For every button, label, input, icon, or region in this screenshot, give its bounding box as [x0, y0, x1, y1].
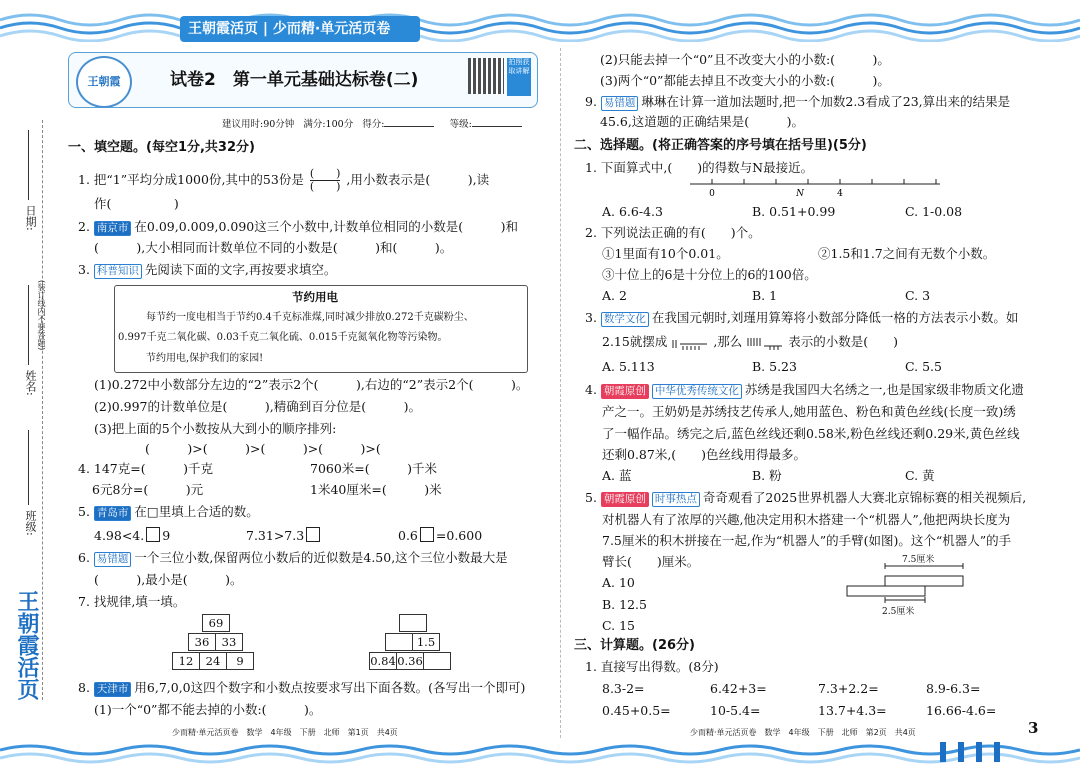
binding-note: (装订线内不要答题): [37, 280, 46, 351]
c3-line2: [602, 334, 898, 350]
pyramid2-mid: [385, 633, 440, 651]
pyramid2-top: [399, 614, 427, 632]
c3-line1: 3. 数学文化 在我国元朝时,刘瑾用算筹将小数部分降低一格的方法表示小数。如: [585, 310, 1019, 325]
q9-line1: 9. 易错题 琳琳在计算一道加法题时,把一个加数2.3看成了23,算出来的结果是: [585, 94, 1011, 109]
q3-tag: 科普知识: [94, 264, 142, 279]
qr-label: 拍照获取讲解: [507, 58, 531, 96]
pyramid1-bottom: [172, 652, 254, 670]
c5-line1: 5. 朝霞原创 时事热点 奇奇观看了2025世界机器人大赛北京锦标赛的相关视频后,: [585, 490, 1027, 505]
calc-item[interactable]: 8.3-2=: [602, 681, 645, 696]
q8-tag: 天津市: [94, 682, 132, 697]
c2-opt-c[interactable]: C. 3: [905, 288, 931, 303]
q5b: [246, 527, 322, 544]
c3-text2: 2.15就摆成: [602, 334, 668, 349]
q7-line: 7. 找规律,填一填。: [78, 594, 186, 609]
answer-box[interactable]: [306, 527, 320, 542]
q5-line: 5. 青岛市 在□里填上合适的数。: [78, 504, 259, 519]
q6-line2: ( ),最小是( )。: [94, 572, 243, 587]
nl-label-n: N: [796, 189, 804, 198]
footer-right: 少而精·单元活页卷 数学 4年级 下册 北师 第2页 共4页: [690, 728, 916, 737]
calc-item[interactable]: 0.45+0.5=: [602, 703, 671, 718]
nl-label-0: 0: [709, 189, 715, 198]
q5c-post: =0.600: [435, 528, 483, 543]
q8-line: 8. 天津市 用6,7,0,0这四个数字和小数点按要求写出下面各数。(各写出一个即可): [78, 680, 526, 695]
calc-item[interactable]: 8.9-6.3=: [926, 681, 981, 696]
c4-text: 苏绣是我国四大名绣之一,也是国家级非物质文化遗: [744, 382, 1024, 397]
c4-line2: 产之一。王奶奶是苏绣技艺传承人,她用蓝色、粉色和黄色丝线(长度一致)绣: [602, 404, 1016, 419]
q5c-pre: 0.6: [398, 528, 418, 543]
q8-2: (2)只能去掉一个“0”且不改变大小的小数:( )。: [600, 52, 890, 67]
c5-opt-a[interactable]: A. 10: [602, 575, 635, 590]
pyramid-cell: 69: [203, 615, 230, 632]
c4-opt-a[interactable]: A. 蓝: [602, 468, 632, 483]
class-label: 班级:: [24, 510, 37, 536]
notice-line3: 节约用电,保护我们的家园!: [146, 353, 264, 364]
q6-text: 一个三位小数,保留两位小数后的近似数是4.50,这个三位小数最大是: [134, 550, 508, 565]
pyramid-cell: 12: [173, 653, 200, 670]
q1-line1: [78, 168, 489, 193]
counting-rods-icon: [671, 336, 709, 350]
c5-line3: 7.5厘米的积木拼接在一起,作为“机器人”的手臂(如图)。这个“机器人”的手: [602, 533, 1012, 548]
c3-opt-c[interactable]: C. 5.5: [905, 359, 942, 374]
q4c: 6元8分=( )元: [92, 482, 204, 497]
c5-text: 奇奇观看了2025世界机器人大赛北京锦标赛的相关视频后,: [702, 490, 1027, 505]
pyramid-cell: 36: [189, 634, 216, 651]
date-underline: [28, 130, 29, 200]
c2-opt-a[interactable]: A. 2: [602, 288, 627, 303]
k1-text: 1. 直接写出得数。(8分): [585, 659, 719, 674]
q6-tag: 易错题: [94, 552, 132, 567]
q1-text: 1. 把“1”平均分成1000份,其中的53份是: [78, 172, 304, 187]
top-wave-banner: [0, 0, 1080, 42]
q1-line2: 作( ): [94, 196, 179, 211]
score-label: 满分:100分: [303, 119, 354, 130]
time-label: 建议用时:90分钟: [222, 119, 295, 130]
c2-text: 2. 下列说法正确的有( )个。: [585, 225, 761, 240]
c1-opt-b[interactable]: B. 0.51+0.99: [752, 204, 836, 219]
q3-3: (3)把上面的5个小数按从大到小的顺序排列:: [94, 421, 337, 436]
c3-opt-b[interactable]: B. 5.23: [752, 359, 797, 374]
q5a-post: 9: [162, 528, 171, 543]
notice-line2: 0.997千克二氧化碳、0.03千克二氧化硫、0.015千克氮氧化物等污染物。: [118, 332, 448, 343]
c4-line4: 还剩0.87米,( )色丝线用得最多。: [602, 447, 807, 462]
nl-label-4: 4: [837, 189, 843, 198]
fig-label-bottom: 2.5厘米: [882, 607, 915, 617]
meta-line: [222, 117, 522, 133]
name-underline: [28, 285, 29, 365]
q5b-pre: 7.31>7.3: [246, 528, 305, 543]
answer-box[interactable]: [146, 527, 160, 542]
name-label: 姓名:: [24, 370, 37, 396]
qr-code-icon: [468, 58, 504, 94]
q2-line2: ( ),大小相同而计数单位不同的小数是( )和( )。: [94, 240, 453, 255]
q5c: [398, 527, 482, 544]
notice-title: 节约用电: [292, 290, 338, 304]
pyramid-cell: 33: [216, 634, 243, 651]
pyramid-cell: 0.36: [397, 654, 423, 668]
answer-box[interactable]: [420, 527, 434, 542]
fig-label-top: 7.5厘米: [902, 555, 935, 565]
q8-3: (3)两个“0”都能去掉且不改变大小的小数:( )。: [600, 73, 890, 88]
c5-line4: 臂长( )厘米。: [602, 554, 700, 569]
brand-banner: 王朝霞活页 | 少而精·单元活页卷: [180, 16, 420, 42]
c4-line3: 了一幅作品。绣完之后,蓝色丝线还剩0.58米,粉色丝线还剩0.29米,黄色丝线: [602, 426, 1020, 441]
pyramid-cell: 1.5: [413, 634, 440, 651]
pyramid-blank[interactable]: [424, 653, 451, 670]
date-label: 日期:: [24, 205, 37, 231]
sidebar-brand-logo: 王朝霞活页: [14, 590, 40, 700]
pyramid-cell: 9: [227, 653, 254, 670]
q4b: 7060米=( )千米: [310, 461, 438, 476]
page-divider: [560, 48, 561, 738]
c2-s1: ①1里面有10个0.01。: [602, 246, 729, 261]
q9-line2: 45.6,这道题的正确结果是( )。: [600, 114, 805, 129]
got-label: 得分:: [362, 119, 385, 130]
number-line: [690, 176, 940, 198]
c3-text4: 表示的小数是( ): [788, 334, 899, 349]
q5a-pre: 4.98<4.: [94, 528, 145, 543]
fraction-blank[interactable]: ( ) ( ): [309, 167, 341, 193]
c2-opt-b[interactable]: B. 1: [752, 288, 778, 303]
counting-rods-icon: [746, 336, 784, 350]
q3-1: (1)0.272中小数部分左边的“2”表示2个( ),右边的“2”表示2个( )。: [94, 377, 529, 392]
c3-opt-a[interactable]: A. 5.113: [602, 359, 655, 374]
q1-text2: ,用小数表示是( ),读: [346, 172, 490, 187]
c1-opt-a[interactable]: A. 6.6-4.3: [602, 204, 663, 219]
bottom-wave: [0, 742, 1080, 764]
q3-order: ( )>( )>( )>( )>(: [145, 441, 381, 456]
c5-opt-c[interactable]: C. 15: [602, 618, 635, 633]
q8-text: 用6,7,0,0这四个数字和小数点按要求写出下面各数。(各写出一个即可): [134, 680, 526, 695]
c4-opt-b[interactable]: B. 粉: [752, 468, 782, 483]
series-name: 少而精·单元活页卷: [272, 21, 391, 37]
c5-tag1: 朝霞原创: [601, 492, 649, 507]
section2-heading: 二、选择题。(将正确答案的序号填在括号里)(5分): [574, 138, 867, 153]
c3-tag: 数学文化: [601, 312, 649, 327]
calc-item[interactable]: 7.3+2.2=: [818, 681, 879, 696]
calc-item[interactable]: 13.7+4.3=: [818, 703, 887, 718]
pyramid2-bottom: [369, 652, 451, 670]
c1-text: 1. 下面算式中,( )的得数与N最接近。: [585, 160, 814, 175]
pyramid-blank[interactable]: [400, 615, 427, 632]
section1-heading: 一、填空题。(每空1分,共32分): [68, 140, 255, 155]
q3-2: (2)0.997的计数单位是( ),精确到百分位是( )。: [94, 399, 421, 414]
pyramid1-top: [202, 614, 230, 632]
pyramid-cell: 24: [200, 653, 227, 670]
notice-line1: 每节约一度电相当于节约0.4千克标准煤,同时减少排放0.272千克碳粉尘、: [146, 312, 474, 323]
c1-opt-c[interactable]: C. 1-0.08: [905, 204, 963, 219]
q9-text: 琳琳在计算一道加法题时,把一个加数2.3看成了23,算出来的结果是: [641, 94, 1011, 109]
q5-text: 在□里填上合适的数。: [134, 504, 259, 519]
q2-text: 在0.09,0.009,0.090这三个小数中,计数单位相同的小数是( )和: [134, 219, 518, 234]
grade-label: 等级:: [449, 119, 472, 130]
q5-tag: 青岛市: [94, 506, 132, 521]
c2-s2: ②1.5和1.7之间有无数个小数。: [818, 246, 996, 261]
pyramid-cell: 0.84: [370, 654, 396, 668]
brand-badge-logo: 王朝霞: [76, 56, 132, 108]
calc-item[interactable]: 6.42+3=: [710, 681, 767, 696]
brand-name: 王朝霞活页: [188, 21, 258, 37]
c4-opt-c[interactable]: C. 黄: [905, 468, 935, 483]
calc-item[interactable]: 16.66-4.6=: [926, 703, 997, 718]
q4a: 4. 147克=( )千克: [78, 461, 213, 476]
lego-arm-figure: [845, 562, 975, 608]
c4-tag1: 朝霞原创: [601, 384, 649, 399]
q6-line1: 6. 易错题 一个三位小数,保留两位小数后的近似数是4.50,这个三位小数最大是: [78, 550, 508, 565]
pyramid1-mid: [188, 633, 243, 651]
footer-left: 少而精·单元活页卷 数学 4年级 下册 北师 第1页 共4页: [172, 728, 398, 737]
q8-1: (1)一个“0”都不能去掉的小数:( )。: [94, 702, 322, 717]
q3-line: 3. 科普知识 先阅读下面的文字,再按要求填空。: [78, 262, 337, 277]
q2-line1: 2. 南京市 在0.09,0.009,0.090这三个小数中,计数单位相同的小数是( )和: [78, 219, 518, 234]
q3-text: 先阅读下面的文字,再按要求填空。: [144, 262, 337, 277]
page-title: 试卷2 第一单元基础达标卷(二): [170, 70, 419, 90]
pyramid-blank[interactable]: [386, 634, 413, 651]
c5-line2: 对机器人有了浓厚的兴趣,他决定用积木搭建一个“机器人”,他把两块长度为: [602, 512, 1011, 527]
c4-tag2: 中华优秀传统文化: [652, 384, 742, 399]
c4-line1: 4. 朝霞原创 中华优秀传统文化 苏绣是我国四大名绣之一,也是国家级非物质文化遗: [585, 382, 1024, 397]
q4d: 1米40厘米=( )米: [310, 482, 442, 497]
page-number: 3: [1028, 719, 1039, 737]
class-underline: [28, 430, 29, 505]
section3-heading: 三、计算题。(26分): [574, 638, 695, 653]
q9-tag: 易错题: [601, 96, 639, 111]
binding-line: [42, 120, 43, 700]
c3-text: 在我国元朝时,刘瑾用算筹将小数部分降低一格的方法表示小数。如: [651, 310, 1019, 325]
q2-tag: 南京市: [94, 221, 132, 236]
c2-s3: ③十位上的6是十分位上的6的100倍。: [602, 267, 817, 282]
q5a: [94, 527, 170, 544]
c5-opt-b[interactable]: B. 12.5: [602, 597, 647, 612]
calc-item[interactable]: 10-5.4=: [710, 703, 761, 718]
c5-tag2: 时事热点: [652, 492, 700, 507]
c3-text3: ,那么: [713, 334, 743, 349]
